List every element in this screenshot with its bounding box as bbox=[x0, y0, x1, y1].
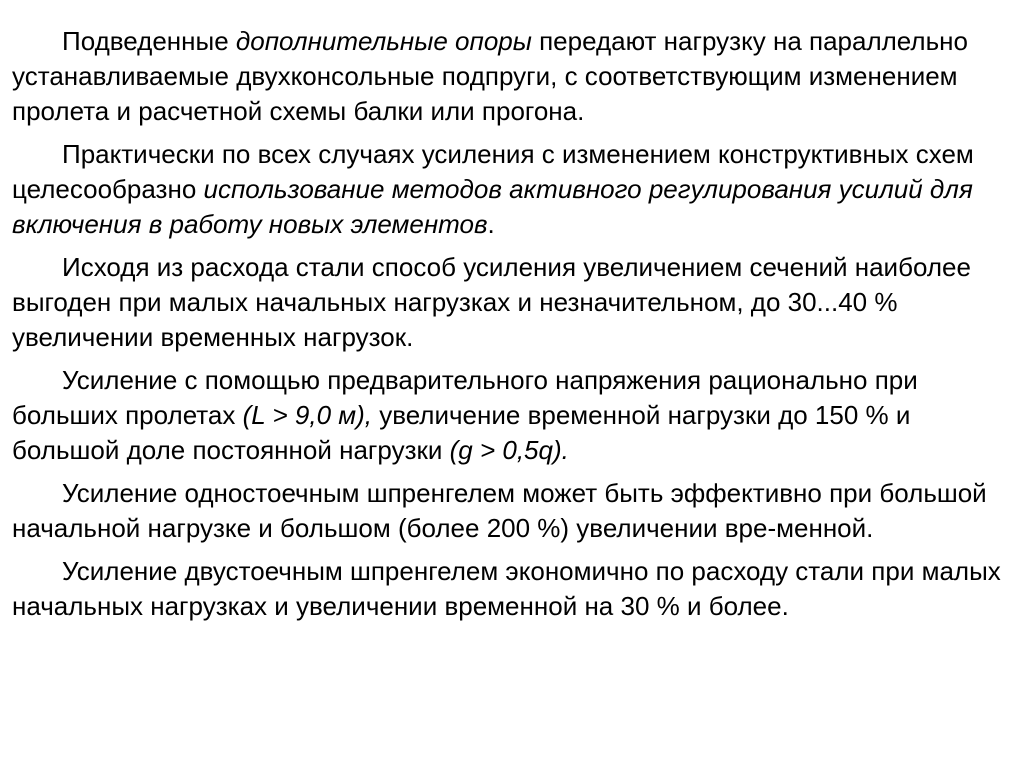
paragraph-active-regulation bbox=[12, 137, 1012, 242]
text-run: передают нагрузку на параллельно устанавливаемые двухконсольные подпруги, с соответствующим изменением пролета и расчетной схемы балки или прогона. bbox=[12, 26, 968, 126]
text-run-italic: (g > 0,5q). bbox=[449, 435, 569, 465]
text-run: Исходя из расхода стали способ усиления увеличением сечений наиболее выгоден при малых начальных нагрузках и незначительном, до 30...40 % увеличении временных нагрузок. bbox=[12, 252, 971, 352]
text-run: Практически по всех случаях усиления с изменением конструктивных схем целесообразно bbox=[12, 139, 974, 204]
text-run-italic: использование методов активного регулирования усилий для включения в работу новых элементов bbox=[12, 174, 973, 239]
paragraph-section-increase bbox=[12, 250, 1012, 355]
text-run-italic: дополнительные опоры bbox=[235, 26, 532, 56]
paragraph-double-strut-truss bbox=[12, 554, 1012, 624]
text-run: Усиление с помощью предварительного напряжения рационально при больших пролетах bbox=[12, 365, 918, 430]
paragraph-prestressing bbox=[12, 363, 1012, 468]
text-run: Усиление двустоечным шпренгелем экономично по расходу стали при малых начальных нагрузках и увеличении временной на 30 % и более. bbox=[12, 556, 1001, 621]
paragraph-single-strut-truss bbox=[12, 476, 1012, 546]
text-run: Подведенные bbox=[62, 26, 236, 56]
text-run: Усиление одностоечным шпренгелем может быть эффективно при большой начальной нагрузке и большом (более 200 %) увеличении вре-менной. bbox=[12, 478, 987, 543]
text-run-italic: (L > 9,0 м), bbox=[242, 400, 372, 430]
slide-body bbox=[12, 24, 1012, 632]
paragraph-supports bbox=[12, 24, 1012, 129]
text-run: . bbox=[487, 209, 495, 239]
text-run: увеличение временной нагрузки до 150 % и большой доле постоянной нагрузки bbox=[12, 400, 911, 465]
